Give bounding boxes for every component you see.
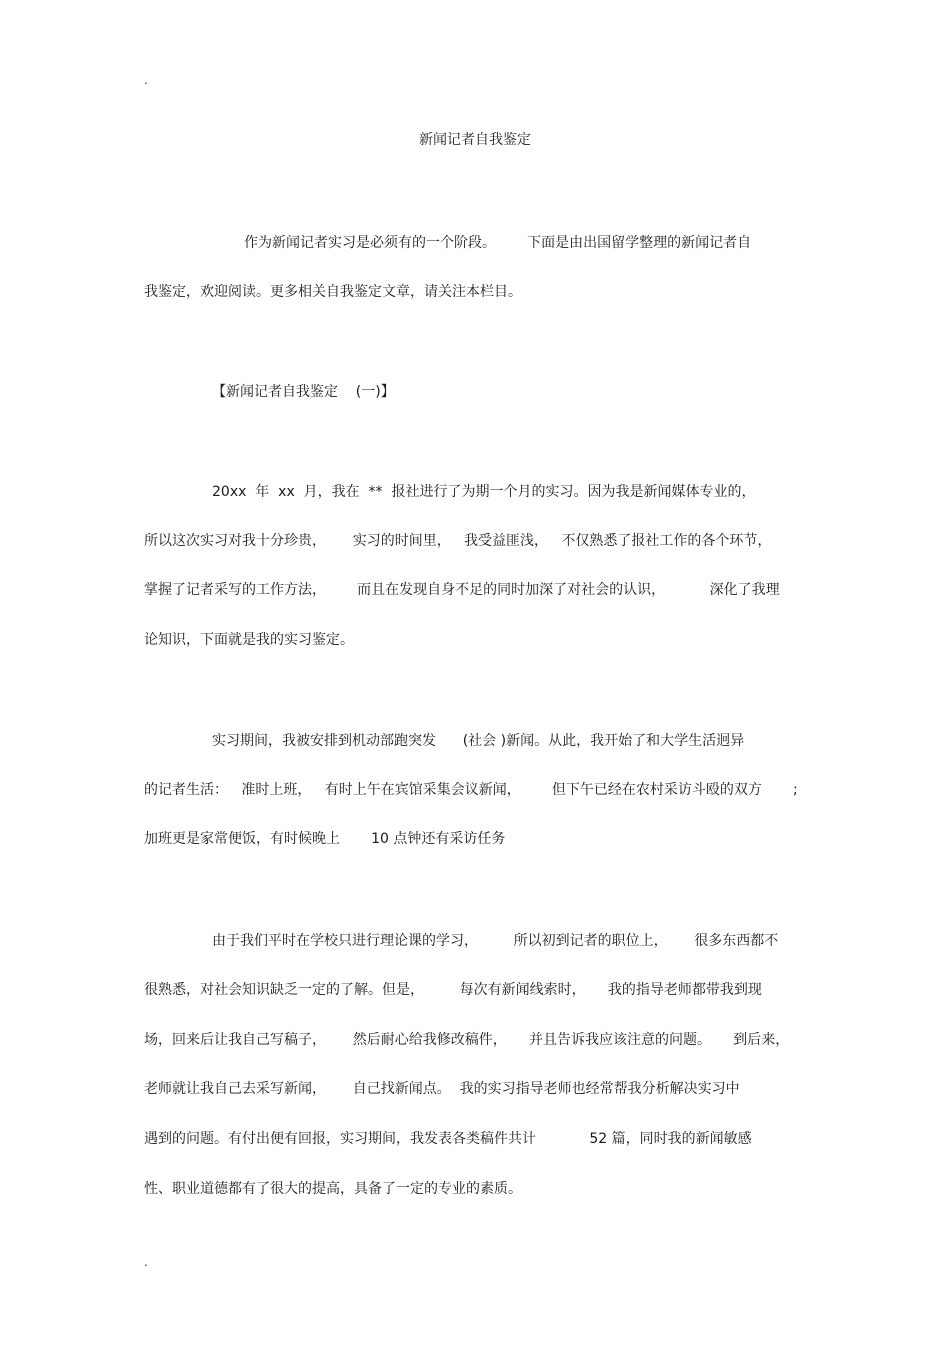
para3-line-6: 性、职业道德都有了很大的提高，具备了一定的专业的素质。 bbox=[144, 1181, 522, 1197]
para3-line-4: 老师就让我自己去采写新闻， 自己找新闻点。 我的实习指导老师也经常帮我分析解决实习中 bbox=[144, 1081, 740, 1097]
section-heading: 【新闻记者自我鉴定 (一)】 bbox=[212, 384, 395, 400]
para1-line-2: 所以这次实习对我十分珍贵， 实习的时间里， 我受益匪浅， 不仅熟悉了报社工作的各个环节， bbox=[144, 533, 772, 549]
para3-line-1: 由于我们平时在学校只进行理论课的学习， 所以初到记者的职位上， 很多东西都不 bbox=[212, 933, 779, 949]
intro-line-2: 我鉴定，欢迎阅读。更多相关自我鉴定文章，请关注本栏目。 bbox=[144, 284, 522, 300]
para3-line-2: 很熟悉，对社会知识缺乏一定的了解。但是， 每次有新闻线索时， 我的指导老师都带我到现 bbox=[144, 982, 762, 998]
para1-line-3: 掌握了记者采写的工作方法， 而且在发现自身不足的同时加深了对社会的认识， 深化了我理 bbox=[144, 582, 780, 598]
para3-line-5: 遇到的问题。有付出便有回报，实习期间，我发表各类稿件共计 52 篇，同时我的新闻敏感 bbox=[144, 1131, 752, 1147]
para2-line-2: 的记者生活： 准时上班， 有时上午在宾馆采集会议新闻， 但下午已经在农村采访斗殴的双方 ; bbox=[144, 782, 798, 798]
intro-line-1: 作为新闻记者实习是必须有的一个阶段。 下面是由出国留学整理的新闻记者自 bbox=[244, 235, 752, 251]
page-mark-bottom: . bbox=[144, 1255, 148, 1269]
document-title: 新闻记者自我鉴定 bbox=[419, 132, 531, 148]
page-mark-top: . bbox=[144, 73, 148, 87]
para3-line-3: 场，回来后让我自己写稿子， 然后耐心给我修改稿件， 并且告诉我应该注意的问题。 到后来， bbox=[144, 1032, 790, 1048]
para1-line-4: 论知识，下面就是我的实习鉴定。 bbox=[144, 632, 354, 648]
para2-line-3: 加班更是家常便饭，有时候晚上 10 点钟还有采访任务 bbox=[144, 831, 506, 847]
para1-line-1: 20xx 年 xx 月，我在 ** 报社进行了为期一个月的实习。因为我是新闻媒体专业的， bbox=[212, 484, 756, 500]
para2-line-1: 实习期间，我被安排到机动部跑突发 (社会 )新闻。从此，我开始了和大学生活迥异 bbox=[212, 733, 745, 749]
